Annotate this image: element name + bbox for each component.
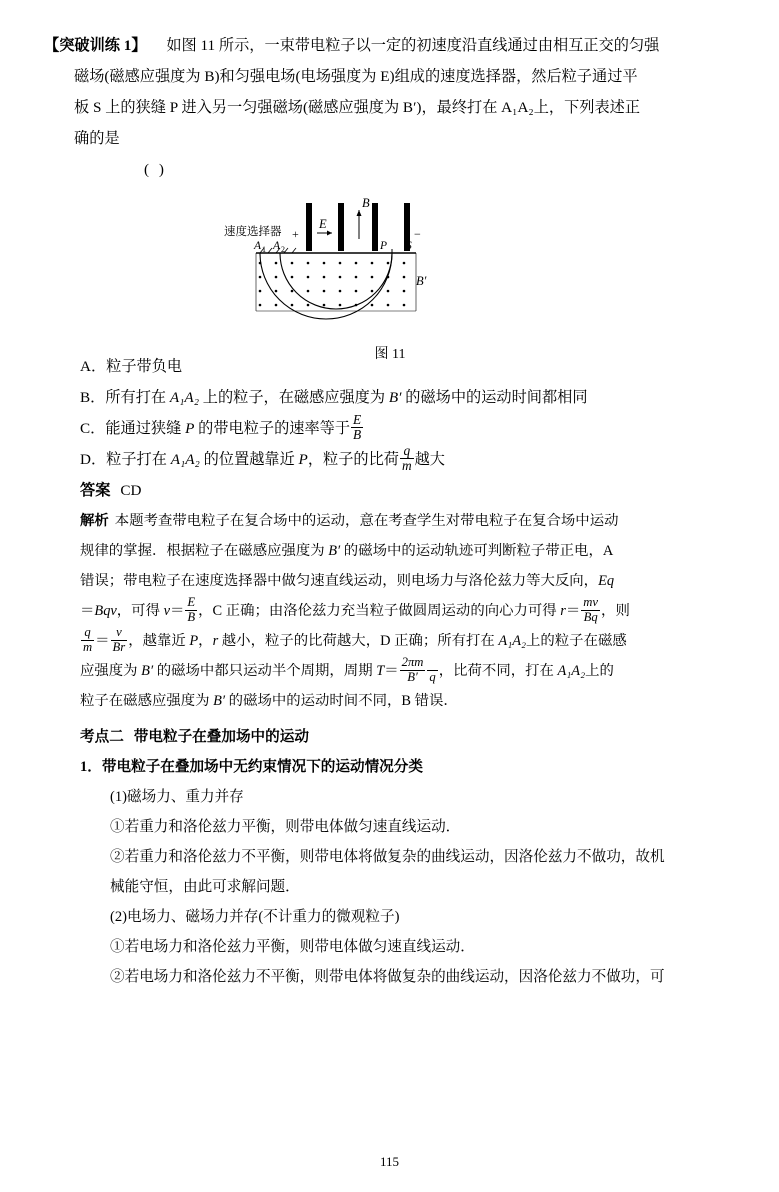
analysis-sym-3b: Eq <box>598 573 615 590</box>
analysis-text-4c: ，可得 <box>116 603 164 620</box>
option-d-text-mid: 的位置越靠近 <box>199 451 299 469</box>
list-item-1-1-b-line1: ②若重力和洛伦兹力不平衡，则带电体将做复杂的曲线运动，因洛伦兹力不做功，故机 <box>110 849 665 866</box>
analysis-sym-6b: B′ <box>141 663 154 680</box>
analysis-frac-qm-num: q <box>84 625 91 640</box>
analysis-text-4g: ，C 正确；由洛伦兹力充当粒子做圆周运动的向心力可得 <box>198 603 561 620</box>
analysis-frac-eb-den: B <box>187 609 196 624</box>
analysis-frac-period-den: B′ <box>400 670 426 684</box>
analysis-label: 解析 <box>80 513 109 530</box>
analysis-frac-period-q <box>427 670 437 684</box>
analysis-frac-mvbq <box>581 596 600 624</box>
analysis-frac-vbr <box>111 626 128 654</box>
analysis-sym-4d: v <box>163 603 170 620</box>
analysis-text-6a: 应强度为 <box>80 663 142 680</box>
analysis-frac-period-num: 2πm <box>401 655 424 670</box>
list-item-1-1-a: ①若重力和洛伦兹力平衡，则带电体做匀速直线运动． <box>110 819 461 836</box>
svg-text:1: 1 <box>262 245 266 254</box>
list-item-1-2-a: ①若电场力和洛伦兹力平衡，则带电体做匀速直线运动． <box>110 939 475 956</box>
option-d-text-pre: 粒子打在 <box>106 451 171 469</box>
option-d-sym1: A₁A₂ <box>170 451 200 469</box>
analysis-text-7a: 粒子在磁感应强度为 <box>80 693 214 710</box>
analysis-text-5f: ， <box>198 633 213 650</box>
svg-text:速度选择器: 速度选择器 <box>224 226 282 238</box>
analysis-frac-mvbq-den: Bq <box>581 610 600 624</box>
option-a-letter: A． <box>80 358 107 375</box>
list-item-1-2: (2)电场力、磁场力并存(不计重力的微观粒子) <box>110 909 400 926</box>
answer-paren: ( ) <box>144 161 168 178</box>
option-d <box>44 444 736 475</box>
analysis-sym-4b: Bqv <box>94 603 117 620</box>
answer-value: CD <box>120 482 142 500</box>
analysis-sym-5i: A₁A₂ <box>498 633 526 650</box>
svg-text:E: E <box>319 217 327 231</box>
analysis-text-3a: 错误；带电粒子在速度选择器中做匀速直线运动，则电场力与洛伦兹力等大反向， <box>80 573 599 590</box>
analysis-text-6e: ＝ <box>384 663 399 680</box>
svg-text:2: 2 <box>281 245 285 254</box>
svg-text:A: A <box>273 240 281 252</box>
analysis-text-1: 本题考查带电粒子在复合场中的运动，意在考查学生对带电粒子在复合场中运动 <box>114 513 619 530</box>
analysis-text-6j: 上的 <box>585 663 614 680</box>
figure-caption: 图 11 <box>374 347 406 362</box>
analysis-text-5b: ＝ <box>95 633 110 650</box>
option-b-text-pre: 所有打在 <box>105 389 170 406</box>
analysis-text-2c: 的磁场中的运动轨迹可判断粒子带正电，A <box>340 543 614 560</box>
analysis-line-3 <box>44 566 736 596</box>
option-b-letter: B． <box>80 389 106 406</box>
analysis-sym-4h: r <box>560 603 566 620</box>
analysis-text-4k: ，则 <box>601 603 630 620</box>
analysis-sym-7b: B′ <box>213 693 226 710</box>
svg-text:S: S <box>406 240 412 252</box>
analysis-sym-2b: B′ <box>328 543 341 560</box>
problem-line4: 确的是 <box>74 130 120 147</box>
option-d-frac-den: m <box>401 458 412 474</box>
analysis-line-6 <box>44 656 736 686</box>
analysis-line-5 <box>44 626 736 656</box>
problem-tag: 【突破训练 1】 <box>44 37 147 54</box>
section-title: 带电粒子在叠加场中的运动 <box>133 729 309 746</box>
analysis-text-6c: 的磁场中都只运动半个周期，周期 <box>153 663 377 680</box>
section-keyword: 考点二 <box>80 729 124 746</box>
section-heading <box>44 722 736 752</box>
option-b-text-mid: 上的粒子，在磁感应强度为 <box>199 389 389 406</box>
analysis-frac-eb <box>185 596 197 624</box>
problem-line3: 板 S 上的狭缝 P 进入另一匀强磁场(磁感应强度为 B′)，最终打在 A₁A₂上，下列表述正 <box>74 99 641 116</box>
option-c-sym1: P <box>185 420 195 438</box>
list-item-1-2-b: ②若电场力和洛伦兹力不平衡，则带电体将做复杂的曲线运动，因洛伦兹力不做功，可 <box>110 969 665 986</box>
option-b-text-post: 的磁场中的运动时间都相同 <box>401 389 588 406</box>
analysis-frac-period <box>400 656 426 684</box>
option-c-frac-den: B <box>353 427 362 443</box>
problem-first-line <box>44 30 736 61</box>
analysis-frac-mvbq-num: mv <box>583 595 599 610</box>
analysis-text-5h: 越小，粒子的比荷越大，D 正确；所有打在 <box>218 633 499 650</box>
analysis-frac-vbr-den: Br <box>112 639 126 654</box>
option-c-letter: C． <box>80 420 106 438</box>
list-item-1-1: (1)磁场力、重力并存 <box>110 789 244 806</box>
analysis-line-7 <box>44 686 736 716</box>
analysis-line-2 <box>44 536 736 566</box>
option-c-fraction <box>351 413 363 442</box>
svg-text:B: B <box>362 196 370 210</box>
analysis-sym-5e: P <box>189 633 199 650</box>
option-d-text-post: 越大 <box>414 451 445 469</box>
analysis-frac-period-q-bot: q <box>429 669 436 684</box>
option-b-sym2: B′ <box>388 389 402 406</box>
option-b <box>44 382 736 413</box>
option-d-frac-num: q <box>403 443 411 459</box>
problem-line1: 如图 11 所示，一束带电粒子以一定的初速度沿直线通过由相互正交的匀强 <box>166 37 660 54</box>
page-number: 115 <box>379 1154 400 1169</box>
analysis-text-4a: ＝ <box>80 603 95 620</box>
analysis-text-2a: 规律的掌握．根据粒子在磁感应强度为 <box>80 543 329 560</box>
option-d-text-mid2: ，粒子的比荷 <box>307 451 399 469</box>
option-b-sym1: A₁A₂ <box>169 389 199 406</box>
analysis-text-5d: ，越靠近 <box>128 633 190 650</box>
analysis-sym-6i: A₁A₂ <box>557 663 586 680</box>
figure-11 <box>44 191 736 362</box>
analysis-sym-6d: T <box>376 663 385 680</box>
svg-text:P: P <box>380 240 388 252</box>
analysis-line-4 <box>44 596 736 626</box>
analysis-line-1 <box>44 506 736 536</box>
analysis-frac-vbr-num: v <box>116 625 122 640</box>
option-d-fraction <box>400 444 414 473</box>
analysis-frac-eb-num: E <box>187 595 196 610</box>
list-item-1-1-b-line2: 械能守恒，由此可求解问题． <box>110 879 300 896</box>
analysis-frac-qm-den: m <box>83 639 93 654</box>
option-a-text: 粒子带负电 <box>106 358 183 375</box>
svg-text:B′: B′ <box>416 274 427 288</box>
option-d-sym2: P <box>298 451 308 469</box>
analysis-text-6h: ，比荷不同，打在 <box>438 663 558 680</box>
option-c-text-pre: 能通过狭缝 <box>105 420 186 438</box>
analysis-sym-5g: r <box>212 633 219 650</box>
answer-label: 答案 <box>80 482 111 500</box>
svg-text:−: − <box>414 227 421 241</box>
svg-text:A: A <box>254 240 262 252</box>
analysis-text-4i: ＝ <box>565 603 581 620</box>
document-content <box>44 30 736 992</box>
answer-row <box>44 475 736 506</box>
option-d-letter: D． <box>80 451 107 469</box>
list-item-1: 1．带电粒子在叠加场中无约束情况下的运动情况分类 <box>80 759 423 776</box>
svg-text:+: + <box>292 227 299 241</box>
analysis-text-5j: 上的粒子在磁感 <box>526 633 627 650</box>
problem-line2: 磁场(磁感应强度为 B)和匀强电场(电场强度为 E)组成的速度选择器，然后粒子通过平 <box>74 68 638 85</box>
option-c-frac-num: E <box>353 412 362 427</box>
figure-svg <box>220 191 560 341</box>
analysis-frac-qm <box>81 626 94 654</box>
analysis-text-4e: ＝ <box>169 603 185 620</box>
analysis-text-7c: 的磁场中的运动时间不同，B 错误． <box>225 693 458 710</box>
option-c-text-mid: 的带电粒子的速率等于 <box>194 420 351 438</box>
option-c <box>44 413 736 444</box>
